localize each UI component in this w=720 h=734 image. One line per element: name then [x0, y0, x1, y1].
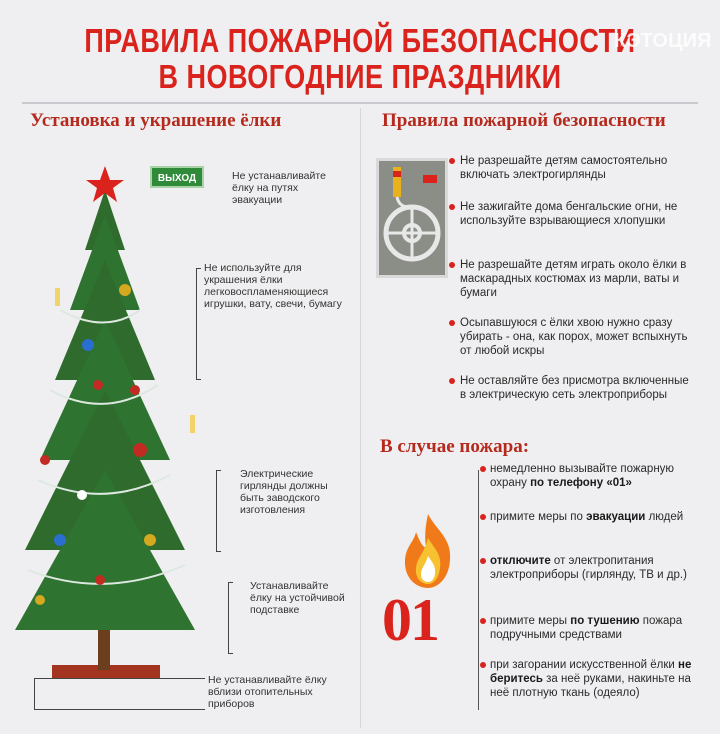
bullet-icon [480, 662, 486, 668]
tree-note-1: Не устанавливайте ёлку на путях эвакуации [232, 170, 326, 206]
bullet-icon [449, 204, 455, 210]
tree-note-2: Не используйте для украшения ёлки легковоспламеняющиеся игрушки, вату, свечи, бумагу [204, 262, 342, 310]
bullet-icon [449, 262, 455, 268]
bullet-icon [480, 466, 486, 472]
bullet-icon [449, 158, 455, 164]
tree-note-4: Устанавливайте ёлку на устойчивой подставке [250, 580, 345, 616]
exit-sign-icon: ВЫХОД [150, 166, 204, 188]
fire-hose-cabinet-icon [376, 158, 448, 278]
bullet-icon [480, 514, 486, 520]
fire-section-heading: В случае пожара: [380, 436, 530, 457]
note-bracket-2 [196, 268, 201, 380]
bullet-icon [480, 618, 486, 624]
tree-note-5: Не устанавливайте ёлку вблизи отопительных приборов [208, 674, 327, 710]
safety-rule-1: Не разрешайте детям самостоятельно включать электрогирлянды [460, 154, 696, 182]
column-divider [360, 108, 361, 728]
safety-rule-3: Не разрешайте детям играть около ёлки в маскарадных костюмах из марли, ваты и бумаги [460, 258, 696, 300]
fire-steps-bracket [478, 470, 485, 710]
bullet-icon [449, 378, 455, 384]
page-title-line-1: ПРАВИЛА ПОЖАРНОЙ БЕЗОПАСНОСТИ [84, 22, 636, 60]
note-bracket-5 [34, 678, 205, 710]
emergency-number: 01 [382, 587, 438, 653]
right-section-heading: Правила пожарной безопасности [382, 110, 666, 131]
page-title-line-2: В НОВОГОДНИЕ ПРАЗДНИКИ [158, 58, 562, 96]
tree-note-3: Электрические гирлянды должны быть заводского изготовления [240, 468, 328, 516]
title-divider [22, 102, 698, 104]
flame-icon [396, 512, 460, 592]
note-bracket-4 [228, 582, 233, 654]
faded-watermark-text: КЭТОЦИЯ [614, 30, 712, 52]
bullet-icon [449, 320, 455, 326]
fire-step-2: примите меры по эвакуации людей [490, 510, 700, 524]
bullet-icon [480, 558, 486, 564]
left-section-heading: Установка и украшение ёлки [30, 110, 282, 131]
safety-rule-5: Не оставляйте без присмотра включенные в электрическую сеть электроприборы [460, 374, 696, 402]
fire-step-3: отключите от электропитания электроприборы (гирлянду, ТВ и др.) [490, 554, 700, 582]
christmas-tree-illustration [0, 160, 230, 720]
fire-step-5: при загорании искусственной ёлки не беритесь за неё руками, накиньте на неё плотную ткань (одеяло) [490, 658, 700, 700]
fire-step-4: примите меры по тушению пожара подручными средствами [490, 614, 700, 642]
safety-rule-4: Осыпавшуюся с ёлки хвою нужно сразу убирать - она, как порох, может вспыхнуть от любой искры [460, 316, 696, 358]
note-bracket-3 [216, 470, 221, 552]
safety-rule-2: Не зажигайте дома бенгальские огни, не используйте взрывающиеся хлопушки [460, 200, 696, 228]
fire-step-1: немедленно вызывайте пожарную охрану по телефону «01» [490, 462, 700, 490]
